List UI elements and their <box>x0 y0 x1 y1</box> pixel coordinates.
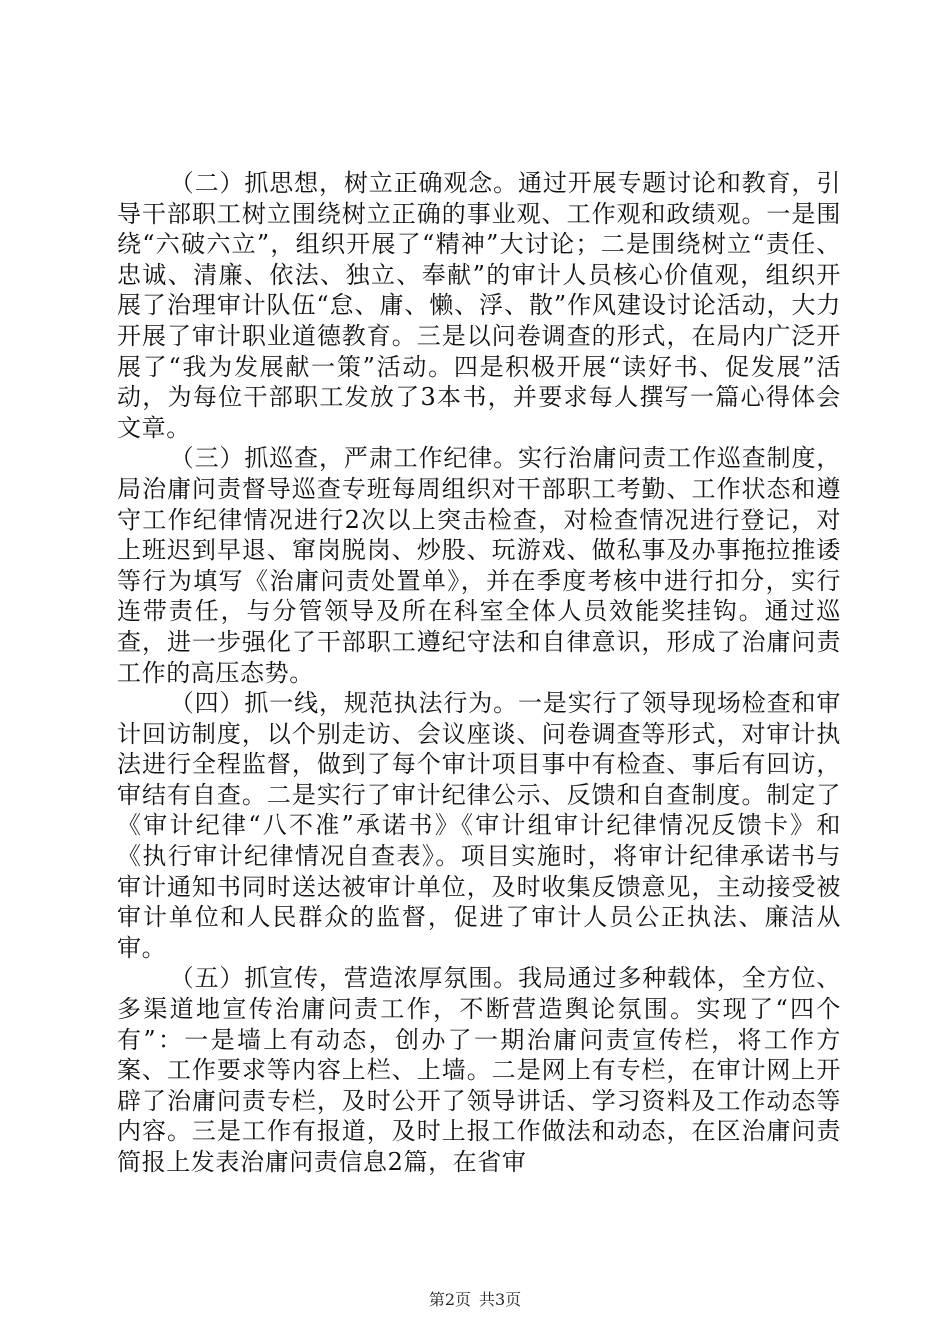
page-footer <box>0 1290 950 1310</box>
paragraph-publicity: （五）抓宣传，营造浓厚氛围。我局通过多种载体，全方位、多渠道地宣传治庸问责工作，不断营造舆论氛围。实现了“四个有”：一是墙上有动态，创办了一期治庸问责宣传栏，将工作方案、工作要求等内容上栏、上墙。二是网上有专栏，在审计网上开辟了治庸问责专栏，及时公开了领导讲话、学习资料及工作动态等内容。三是工作有报道，及时上报工作做法和动态，在区治庸问责简报上发表治庸问责信息2篇，在省审 <box>117 964 841 1176</box>
page-total: 共3页 <box>479 1290 522 1309</box>
paragraph-frontline: （四）抓一线，规范执法行为。一是实行了领导现场检查和审计回访制度，以个别走访、会议座谈、问卷调查等形式，对审计执法进行全程监督，做到了每个审计项目事中有检查、事后有回访，审结有自查。二是实行了审计纪律公示、反馈和自查制度。制定了《审计纪律“八不准”承诺书》《审计组审计纪律情况反馈卡》和《执行审计纪律情况自查表》。项目实施时，将审计纪律承诺书与审计通知书同时送达被审计单位，及时收集反馈意见，主动接受被审计单位和人民群众的监督，促进了审计人员公正执法、廉洁从审。 <box>117 689 841 962</box>
paragraph-thought: （二）抓思想，树立正确观念。通过开展专题讨论和教育，引导干部职工树立围绕树立正确的事业观、工作观和政绩观。一是围绕“六破六立”，组织开展了“精神”大讨论；二是围绕树立“责任、忠诚、清廉、依法、独立、奉献”的审计人员核心价值观，组织开展了治理审计队伍“怠、庸、懒、浮、散”作风建设讨论活动，大力开展了审计职业道德教育。三是以问卷调查的形式，在局内广泛开展了“我为发展献一策”活动。四是积极开展“读好书、促发展”活动，为每位干部职工发放了3本书，并要求每人撰写一篇心得体会文章。 <box>117 169 841 442</box>
page-number: 第2页 <box>428 1290 471 1309</box>
document-body <box>117 168 841 1178</box>
paragraph-inspection: （三）抓巡查，严肃工作纪律。实行治庸问责工作巡查制度，局治庸问责督导巡查专班每周组织对干部职工考勤、工作状态和遵守工作纪律情况进行2次以上突击检查，对检查情况进行登记，对上班迟到早退、窜岗脱岗、炒股、玩游戏、做私事及办事拖拉推诿等行为填写《治庸问责处置单》，并在季度考核中进行扣分，实行连带责任，与分管领导及所在科室全体人员效能奖挂钩。通过巡查，进一步强化了干部职工遵纪守法和自律意识，形成了治庸问责工作的高压态势。 <box>117 444 841 687</box>
